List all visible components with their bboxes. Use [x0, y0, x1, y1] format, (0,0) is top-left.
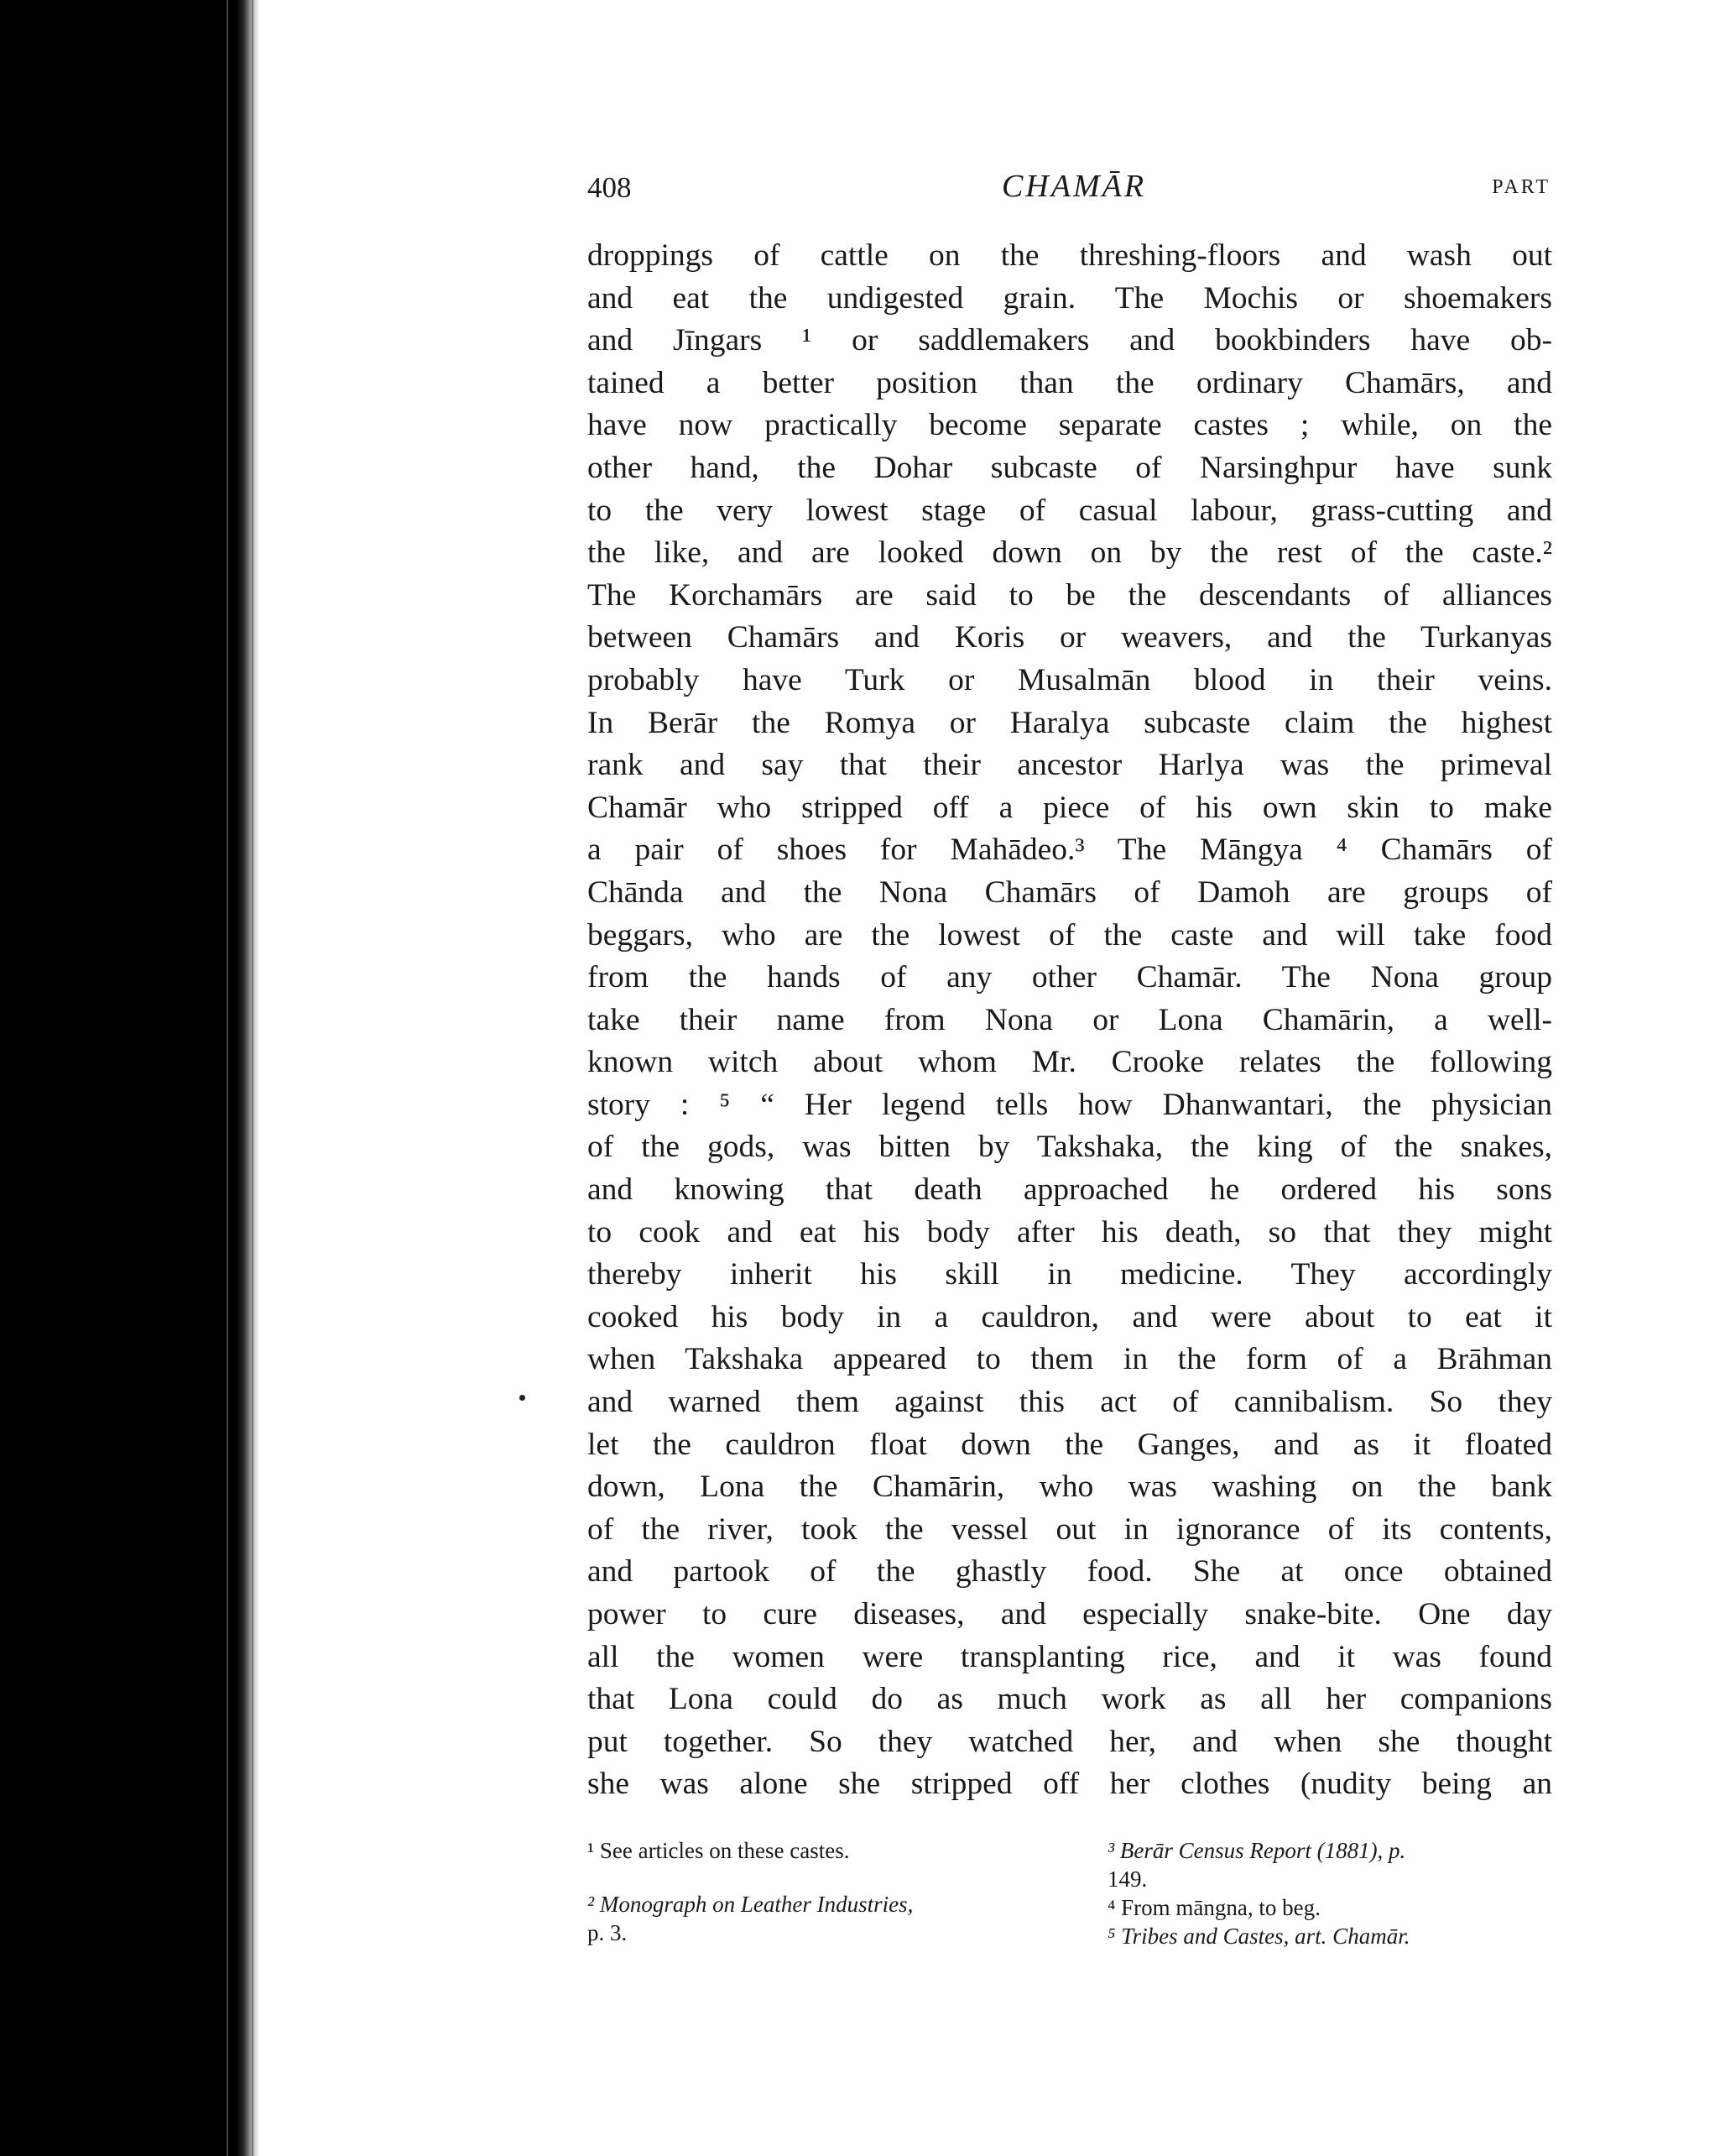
- footnotes-right-column: [1108, 1836, 1577, 1950]
- footnote-5: ⁵ Tribes and Castes, art. Chamār.: [1108, 1924, 1410, 1949]
- text-line: droppings of cattle on the threshing-floors and wash out: [587, 238, 1552, 273]
- text-line: that Lona could do as much work as all her companions: [587, 1682, 1552, 1717]
- text-line: The Korchamārs are said to be the descendants of alliances: [587, 577, 1552, 613]
- text-line: from the hands of any other Chamār. The Nona group: [587, 960, 1552, 995]
- text-line: other hand, the Dohar subcaste of Narsinghpur have sunk: [587, 450, 1552, 485]
- text-line: of the river, took the vessel out in ignorance of its contents,: [587, 1511, 1552, 1547]
- footnote-3: ³ Berār Census Report (1881), p.: [1108, 1838, 1406, 1863]
- text-line: all the women were transplanting rice, and it was found: [587, 1639, 1552, 1674]
- text-line: probably have Turk or Musalmān blood in their veins.: [587, 662, 1552, 697]
- text-line: and partook of the ghastly food. She at once obtained: [587, 1554, 1552, 1590]
- footnote-4: ⁴ From māngna, to beg.: [1108, 1895, 1321, 1920]
- page-number: 408: [587, 171, 632, 204]
- text-line: take their name from Nona or Lona Chamārin, a well-: [587, 1002, 1552, 1037]
- text-line: let the cauldron float down the Ganges, and as it floated: [587, 1427, 1552, 1462]
- footnote-2: ² Monograph on Leather Industries,: [587, 1892, 914, 1917]
- text-line: and Jīngars ¹ or saddlemakers and bookbinders have ob-: [587, 323, 1552, 358]
- chapter-title: CHAMĀR: [1001, 169, 1147, 204]
- binding-line: [227, 0, 228, 2156]
- text-line: the like, and are looked down on by the rest of the caste.²: [587, 535, 1552, 571]
- text-line: of the gods, was bitten by Takshaka, the king of the snakes,: [587, 1130, 1552, 1165]
- text-line: Chānda and the Nona Chamārs of Damoh are groups of: [587, 874, 1552, 910]
- text-line: she was alone she stripped off her clothes (nudity being an: [587, 1767, 1552, 1802]
- text-line: known witch about whom Mr. Crooke relates the following: [587, 1045, 1552, 1080]
- body-text: [587, 235, 1552, 1806]
- text-line: have now practically become separate castes ; while, on the: [587, 408, 1552, 443]
- text-line: to cook and eat his body after his death, so that they might: [587, 1214, 1552, 1250]
- text-line: when Takshaka appeared to them in the form of a Brāhman: [587, 1342, 1552, 1377]
- margin-mark: [519, 1395, 525, 1401]
- text-line: cooked his body in a cauldron, and were about to eat it: [587, 1299, 1552, 1334]
- text-line: Chamār who stripped off a piece of his own skin to make: [587, 790, 1552, 825]
- text-line: and warned them against this act of cannibalism. So they: [587, 1385, 1552, 1420]
- text-line: down, Lona the Chamārin, who was washing on the bank: [587, 1470, 1552, 1505]
- text-line: to the very lowest stage of casual labour, grass-cutting and: [587, 493, 1552, 528]
- book-binding-shadow: [0, 0, 237, 2156]
- text-line: and knowing that death approached he ordered his sons: [587, 1172, 1552, 1208]
- page-gutter-edge: [237, 0, 260, 2156]
- text-line: put together. So they watched her, and when she thought: [587, 1724, 1552, 1759]
- text-line: and eat the undigested grain. The Mochis or shoemakers: [587, 280, 1552, 316]
- footnote-3-cont: 149.: [1108, 1866, 1148, 1892]
- footnote-2-cont: p. 3.: [587, 1920, 628, 1945]
- text-line: rank and say that their ancestor Harlya was the primeval: [587, 748, 1552, 783]
- running-head: [587, 168, 1561, 218]
- text-line: tained a better position than the ordinary Chamārs, and: [587, 365, 1552, 400]
- binding-line: [252, 0, 253, 2156]
- text-line: In Berār the Romya or Haralya subcaste claim the highest: [587, 705, 1552, 740]
- part-label: PART: [1492, 176, 1551, 198]
- text-line: story : ⁵ “ Her legend tells how Dhanwantari, the physician: [587, 1087, 1552, 1122]
- text-line: a pair of shoes for Mahādeo.³ The Māngya ⁴ Chamārs of: [587, 833, 1552, 868]
- text-line: between Chamārs and Koris or weavers, and the Turkanyas: [587, 620, 1552, 655]
- text-line: beggars, who are the lowest of the caste and will take food: [587, 917, 1552, 953]
- text-line: thereby inherit his skill in medicine. They accordingly: [587, 1257, 1552, 1292]
- text-line: power to cure diseases, and especially snake-bite. One day: [587, 1597, 1552, 1631]
- footnote-1: ¹ See articles on these castes.: [587, 1838, 850, 1863]
- footnotes-left-column: [587, 1836, 1057, 1947]
